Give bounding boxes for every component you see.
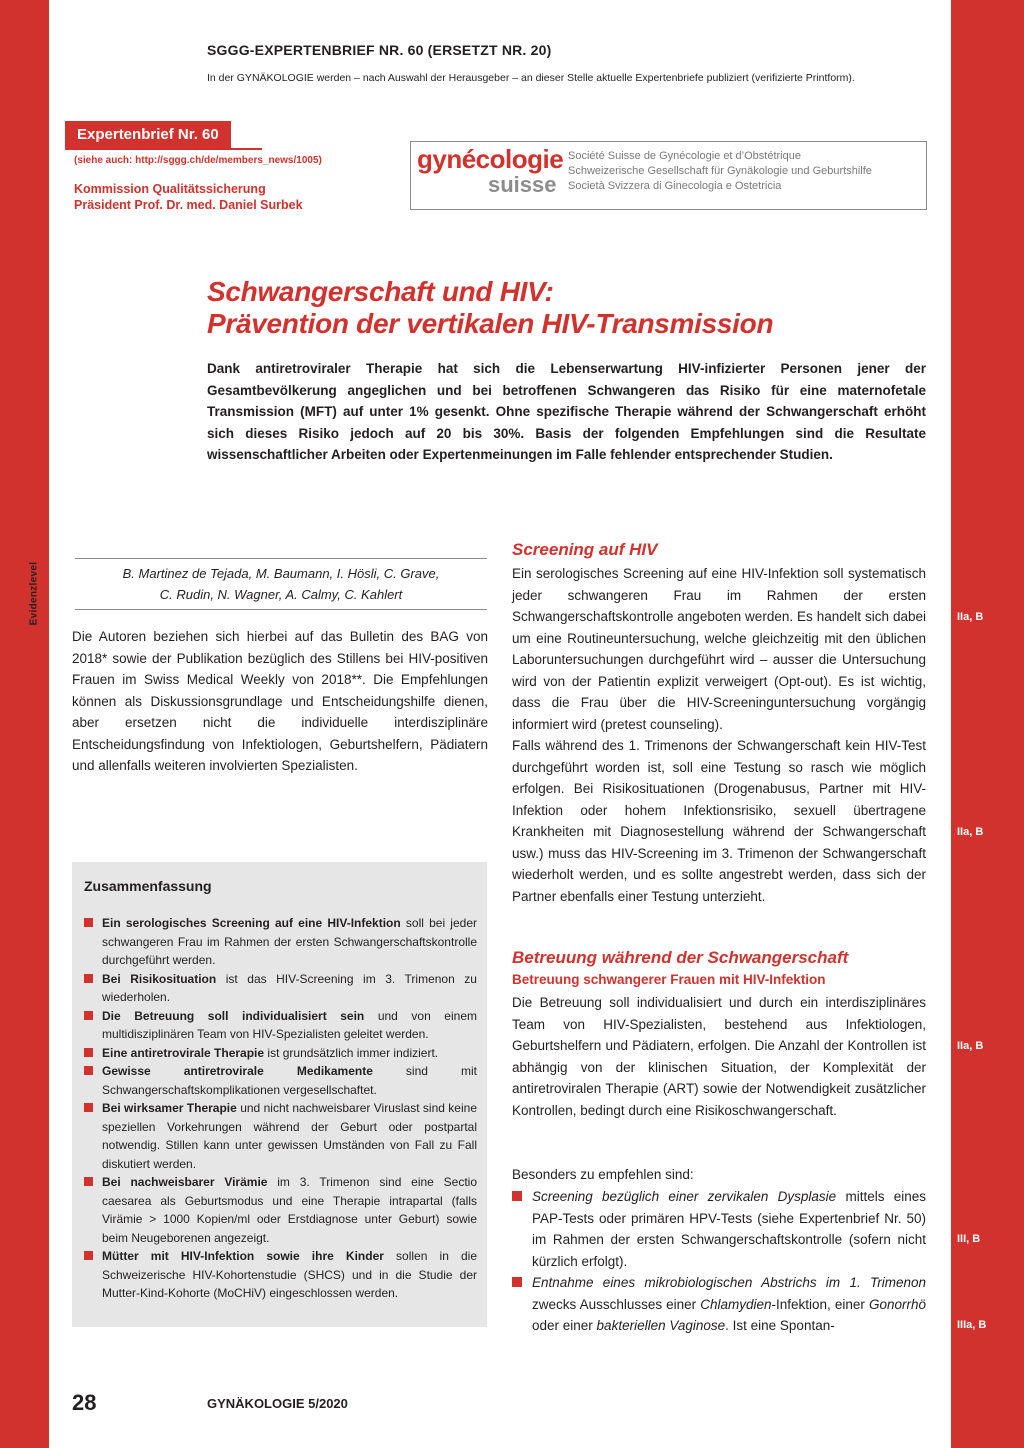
commission-name: Kommission Qualitätssicherung: [74, 182, 266, 196]
evidence-level-label: Evidenzlevel: [28, 561, 40, 626]
summary-list: [84, 914, 477, 1303]
authors-line-1: B. Martinez de Tejada, M. Baumann, I. Hösli, C. Grave,: [122, 566, 440, 581]
logo-line-fr: Société Suisse de Gynécologie et d’Obstétrique: [568, 150, 801, 162]
summary-item: Die Betreuung soll individualisiert sein und von einem multidisziplinären Team von HIV-Spezialisten geleitet werden.: [84, 1007, 477, 1044]
summary-item: Bei nachweisbarer Virämie im 3. Trimenon sind eine Sectio caesarea als Geburtsmodus und eine Therapie intrapartal (falls Virämie > 1000 Kopien/ml oder Erstdiagnose unter Geburt) sowie beim Neugeborenen angezeigt.: [84, 1173, 477, 1247]
summary-item: Bei Risikosituation ist das HIV-Screening im 3. Trimenon zu wiederholen.: [84, 970, 477, 1007]
evidence-level-badge: IIa, B: [957, 1040, 984, 1052]
evidence-level-badge: IIIa, B: [957, 1319, 987, 1331]
title-line-1: Schwangerschaft und HIV:: [207, 276, 554, 307]
recommend-list: [512, 1186, 926, 1337]
section-title-screening: Screening auf HIV: [512, 540, 658, 559]
journal-issue: GYNÄKOLOGIE 5/2020: [207, 1396, 348, 1411]
summary-item: Eine antiretrovirale Therapie ist grundsätzlich immer indiziert.: [84, 1044, 477, 1063]
summary-item: Gewisse antiretrovirale Medikamente sind mit Schwangerschaftskomplikationen vergesellschaftet.: [84, 1062, 477, 1099]
tab-underline: [65, 148, 262, 150]
authors-rule-top: [75, 558, 487, 559]
right-evidence-bar: [951, 0, 1024, 1448]
logo-word-gynecologie: gynécologie: [417, 144, 564, 174]
section-title-care: Betreuung während der Schwangerschaft: [512, 948, 849, 967]
commission-info: [74, 181, 303, 213]
see-also-link[interactable]: (siehe auch: http://sggg.ch/de/members_news/1005): [74, 155, 322, 166]
logo-word-suisse: suisse: [488, 172, 557, 197]
brief-number-tab: Expertenbrief Nr. 60: [65, 121, 231, 148]
recommend-intro: Besonders zu empfehlen sind:: [512, 1167, 694, 1182]
logo-society-names: [568, 149, 872, 194]
series-title: SGGG-EXPERTENBRIEF NR. 60 (ERSETZT NR. 20): [207, 42, 552, 58]
care-paragraph-1: Die Betreuung soll individualisiert und durch ein interdisziplinäres Team von HIV-Spezialisten, bestehend aus Infektiologen, Geburtshelfern und Pädiatern, erfolgen. Die Anzahl der Kontrollen ist abhängig von der klinischen Situation, der Komplexität der antiretroviralen Therapie (ART) sowie der Notwendigkeit zusätzlicher Kontrollen, bedingt durch eine Risikoschwangerschaft.: [512, 995, 926, 1118]
evidence-level-badge: IIa, B: [957, 611, 984, 623]
summary-item: Ein serologisches Screening auf eine HIV-Infektion soll bei jeder schwangeren Frau im Rahmen der ersten Schwangerschaftskontrolle durchgeführt werden.: [84, 914, 477, 970]
authors-line-2: C. Rudin, N. Wagner, A. Calmy, C. Kahlert: [159, 587, 403, 602]
evidence-level-badge: III, B: [957, 1233, 981, 1245]
screening-paragraph-1: Ein serologisches Screening auf eine HIV-Infektion soll systematisch jeder schwangeren Frau im Rahmen der ersten Schwangerschaftskontrolle angeboten werden. Es handelt sich dabei um eine Routineuntersuchung, welche gleichzeitig mit den üblichen Laboruntersuchungen durchgeführt wird – ausser die Untersuchung wird von der Patientin explizit verweigert (Opt-out). Es ist wichtig, dass die Frau über die HIV-Screeninguntersuchung vorgängig informiert wird (pretest counseling).: [512, 566, 926, 732]
summary-item: Mütter mit HIV-Infektion sowie ihre Kinder sollen in die Schweizerische HIV-Kohortenstudie (SHCS) und in die Studie der Mutter-Kind-Kohorte (MoCHiV) eingeschlossen werden.: [84, 1247, 477, 1303]
society-logo: [410, 141, 927, 210]
summary-item: Bei wirksamer Therapie und nicht nachweisbarer Viruslast sind keine speziellen Vorkehrungen während der Geburt oder postpartal notwendig. Stillen kann unter gewissen Umständen von Fall zu Fall diskutiert werden.: [84, 1099, 477, 1173]
evidence-level-badge: IIa, B: [957, 826, 984, 838]
author-list: [75, 563, 487, 605]
recommend-item: Screening bezüglich einer zervikalen Dysplasie mittels eines PAP-Tests oder primären HPV-Tests (siehe Expertenbrief Nr. 50) im Rahmen der ersten Schwangerschaftskontrolle (sofern nicht kürzlich erfolgt).: [512, 1186, 926, 1272]
logo-line-it: Società Svizzera di Ginecologia e Ostetricia: [568, 180, 782, 192]
intro-paragraph: Die Autoren beziehen sich hierbei auf das Bulletin des BAG von 2018* sowie der Publikation bezüglich des Stillens bei HIV-positiven Frauen im Swiss Medical Weekly von 2018**. Die Empfehlungen können als Diskussionsgrundlage und Entscheidungshilfe dienen, aber ersetzen nicht die individuelle interdisziplinäre Entscheidungsfindung von Infektiologen, Geburtshelfern, Pädiatern und allenfalls weiteren involvierten Spezialisten.: [72, 629, 488, 773]
article-lead: Dank antiretroviraler Therapie hat sich die Lebenserwartung HIV-infizierter Personen jener der Gesamtbevölkerung angeglichen und bei betroffenen Schwangeren das Risiko für eine maternofetale Transmission (MFT) auf unter 1% gesenkt. Ohne spezifische Therapie während der Schwangerschaft erhöht sich dieses Risiko jedoch auf 20 bis 30%. Basis der folgenden Empfehlungen sind die Resultate wissenschaftlicher Arbeiten oder Expertenmeinungen im Falle fehlender entsprechender Studien.: [207, 361, 926, 462]
summary-box: [72, 862, 487, 1327]
recommend-item: Entnahme eines mikrobiologischen Abstrichs im 1. Trimenon zwecks Ausschlusses einer Chlamydien-Infektion, einer Gonorrhö oder einer bakteriellen Vaginose. Ist eine Spontan-: [512, 1272, 926, 1337]
commission-president: Präsident Prof. Dr. med. Daniel Surbek: [74, 198, 303, 212]
left-color-bar: [0, 0, 49, 1448]
article-title: [207, 276, 773, 340]
summary-heading: Zusammenfassung: [84, 878, 212, 894]
screening-paragraph-2: Falls während des 1. Trimenons der Schwangerschaft kein HIV-Test durchgeführt worden ist, soll eine Testung so rasch wie möglich erfolgen. Bei Risikosituationen (Drogenabusus, Partner mit HIV-Infektion oder hohem Infektionsrisiko, sexuell übertragene Krankheiten mit Diagnosestellung während der Schwangerschaft usw.) muss das HIV-Screening im 3. Trimenon der Schwangerschaft wiederholt werden, und es sollte angestrebt werden, dass sich der Partner ebenfalls einer Testung unterzieht.: [512, 738, 926, 904]
authors-rule-bottom: [75, 609, 487, 610]
page-number: 28: [72, 1390, 97, 1415]
section-subtitle-care: Betreuung schwangerer Frauen mit HIV-Infektion: [512, 972, 826, 987]
title-line-2: Prävention der vertikalen HIV-Transmission: [207, 308, 774, 339]
logo-line-de: Schweizerische Gesellschaft für Gynäkologie und Geburtshilfe: [568, 165, 872, 177]
series-subtitle: In der GYNÄKOLOGIE werden – nach Auswahl der Herausgeber – an dieser Stelle aktuelle Expertenbriefe publiziert (verifizierte Printform).: [207, 72, 855, 84]
